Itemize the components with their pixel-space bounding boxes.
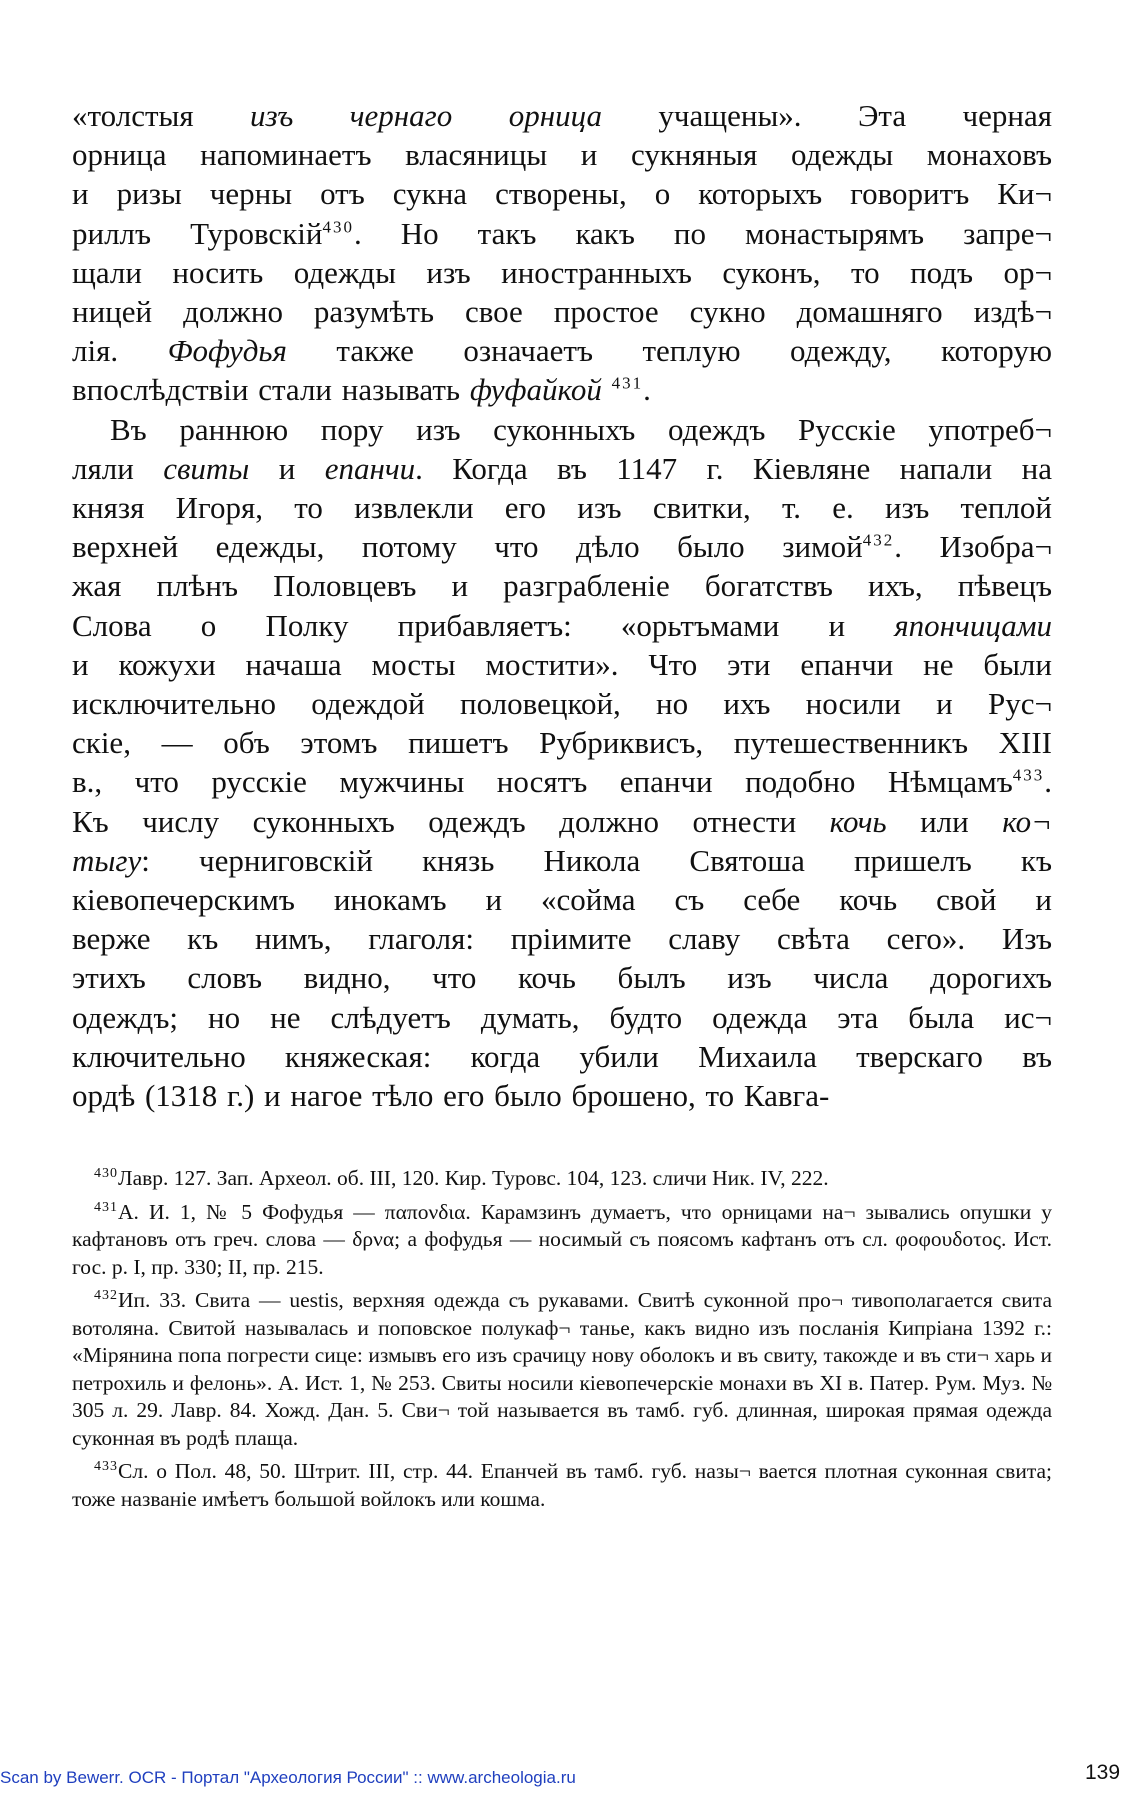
text-line: Слова о Полку прибавляетъ: «орьтъмами и япончицами [72,607,1052,643]
text-line: исключительно одеждой половецкой, но ихъ носили и Рус¬ [72,686,1052,722]
text-line: ницей должно разумѣть свое простое сукно домашняго издѣ¬ [72,294,1052,330]
footnote-number: 430 [94,1165,118,1181]
text-line: кіевопечерскимъ инокамъ и «сойма съ себе кочь свой и [72,882,1052,918]
footnote [72,1287,1052,1452]
italic-term: тыгу [72,842,142,878]
text-line: щали носить одежды изъ иностранныхъ суконъ, то подъ ор¬ [72,254,1052,290]
footnote [72,1165,1052,1193]
text-line: Въ раннюю пору изъ суконныхъ одеждъ Русскіе употреб¬ [110,411,1052,447]
text-line: верхней едежды, потому что дѣло было зимой$^{432}$. Изобра¬ [72,529,1052,565]
italic-term: свиты [163,450,250,486]
text-line: одеждъ; но не слѣдуетъ думать, будто одежда эта была ис¬ [72,999,1052,1035]
text-line: орница напоминаетъ власяницы и сукняныя одежды монаховъ [72,137,1052,173]
text-line: в., что русскіе мужчины носятъ епанчи подобно Нѣмцамъ$^{433}$. [72,764,1052,800]
italic-term: кочь [829,803,887,839]
italic-term: япончицами [894,607,1052,643]
text-line: верже къ нимъ, глаголя: пріимите славу свѣта сего». Изъ [72,921,1052,957]
italic-term: изъ чернаго орница [250,98,602,133]
footnote [72,1458,1052,1513]
footnote-text: А. И. 1, № 5 Фофудья — παπονδια. Карамзинъ думаетъ, что орницами на¬ зывались опушки у кафтановъ отъ греч. слова — δρνα; а фофудья — носимый съ поясомъ кафтанъ отъ сл. φοφουδοτος. Ист. гос. р. I, пр. 330; II, пр. 215. [72,1199,1052,1279]
page-number: 139 [1085,1761,1121,1784]
footnote-number: 431 [94,1199,118,1215]
text-line: Къ числу суконныхъ одеждъ должно отнести кочь или ко¬ [72,803,1052,839]
text-line: впослѣдствіи стали называть фуфайкой $^{431}$. [72,372,651,408]
footnote-text: Сл. о Пол. 48, 50. Штрит. III, стр. 44. Епанчей въ тамб. губ. назы¬ вается плотная суконная свита; тоже названіе имѣетъ большой войлокъ или кошма. [72,1459,1052,1511]
text-line: тыгу: черниговскій князь Никола Святоша пришелъ къ [72,842,1052,878]
main-text [72,96,1052,1115]
footnote-ref[interactable]: 433 [1012,766,1045,786]
text-line: «толстыя изъ чернаго орница учащены». Эта черная [72,98,1052,133]
footnote-number: 433 [94,1458,118,1474]
text-line: риллъ Туровскій$^{430}$. Но такъ какъ по монастырямъ запре¬ [72,215,1052,251]
italic-term: Фофудья [167,333,287,369]
text-line: ордѣ (1318 г.) и нагое тѣло его было брошено, то Кавга- [72,1078,830,1114]
scan-credit: Scan by Bewerr. OCR - Портал "Археология России" :: www.archeologia.ru [0,1768,576,1787]
text-line: князя Игоря, то извлекли его изъ свитки, т. е. изъ теплой [72,490,1052,526]
footnote-number: 432 [94,1287,118,1303]
text-line: и ризы черны отъ сукна створены, о которыхъ говоритъ Ки¬ [72,176,1052,212]
text-line: лія. Фофудья также означаетъ теплую одежду, которую [72,333,1052,369]
text-line: ляли свиты и епанчи. Когда въ 1147 г. Кіевляне напали на [72,450,1053,486]
text-line: скіе, — объ этомъ пишетъ Рубриквисъ, путешественникъ XIII [72,725,1052,761]
footnote-ref[interactable]: 432 [862,530,895,550]
text-line: жая плѣнъ Половцевъ и разграбленіе богатствъ ихъ, пѣвецъ [72,568,1052,604]
footnotes [72,1165,1052,1519]
footnote-text: Лавр. 127. Зап. Археол. об. III, 120. Кир. Туровс. 104, 123. сличи Ник. IV, 222. [118,1166,829,1190]
italic-term: ко¬ [1002,803,1052,839]
footnote [72,1199,1052,1282]
text-line: и кожухи начаша мосты мостити». Что эти епанчи не были [72,646,1052,682]
footnote-ref[interactable]: 431 [611,374,644,394]
italic-term: епанчи [324,450,416,486]
footnote-text: Ип. 33. Свита — uestis, верхняя одежда съ рукавами. Свитѣ суконной про¬ тивополагается свита вотоляна. Свитой называлась и поповское полукаф¬ танье, какъ видно изъ посланія Кипріана 1392 г.: «Мірянина попа погрести сице: измывъ его изъ срачицу нову оболокъ и въ свиту, такожде и въ сти¬ харь и петрохиль и фелонь». А. Ист. 1, № 253. Свиты носили кіевопечерскіе монахи въ XI в. Патер. Рум. Муз. № 305 л. 29. Лавр. 84. Хожд. Дан. 5. Сви¬ той называется въ тамб. губ. длинная, широкая прямая одежда суконная въ родѣ плаща. [72,1288,1052,1450]
footnote-ref[interactable]: 430 [322,217,354,237]
text-line: этихъ словъ видно, что кочь былъ изъ числа дорогихъ [72,960,1052,996]
text-line: ключительно княжеская: когда убили Михаила тверскаго въ [72,1038,1052,1074]
italic-term: фуфайкой [469,372,602,408]
